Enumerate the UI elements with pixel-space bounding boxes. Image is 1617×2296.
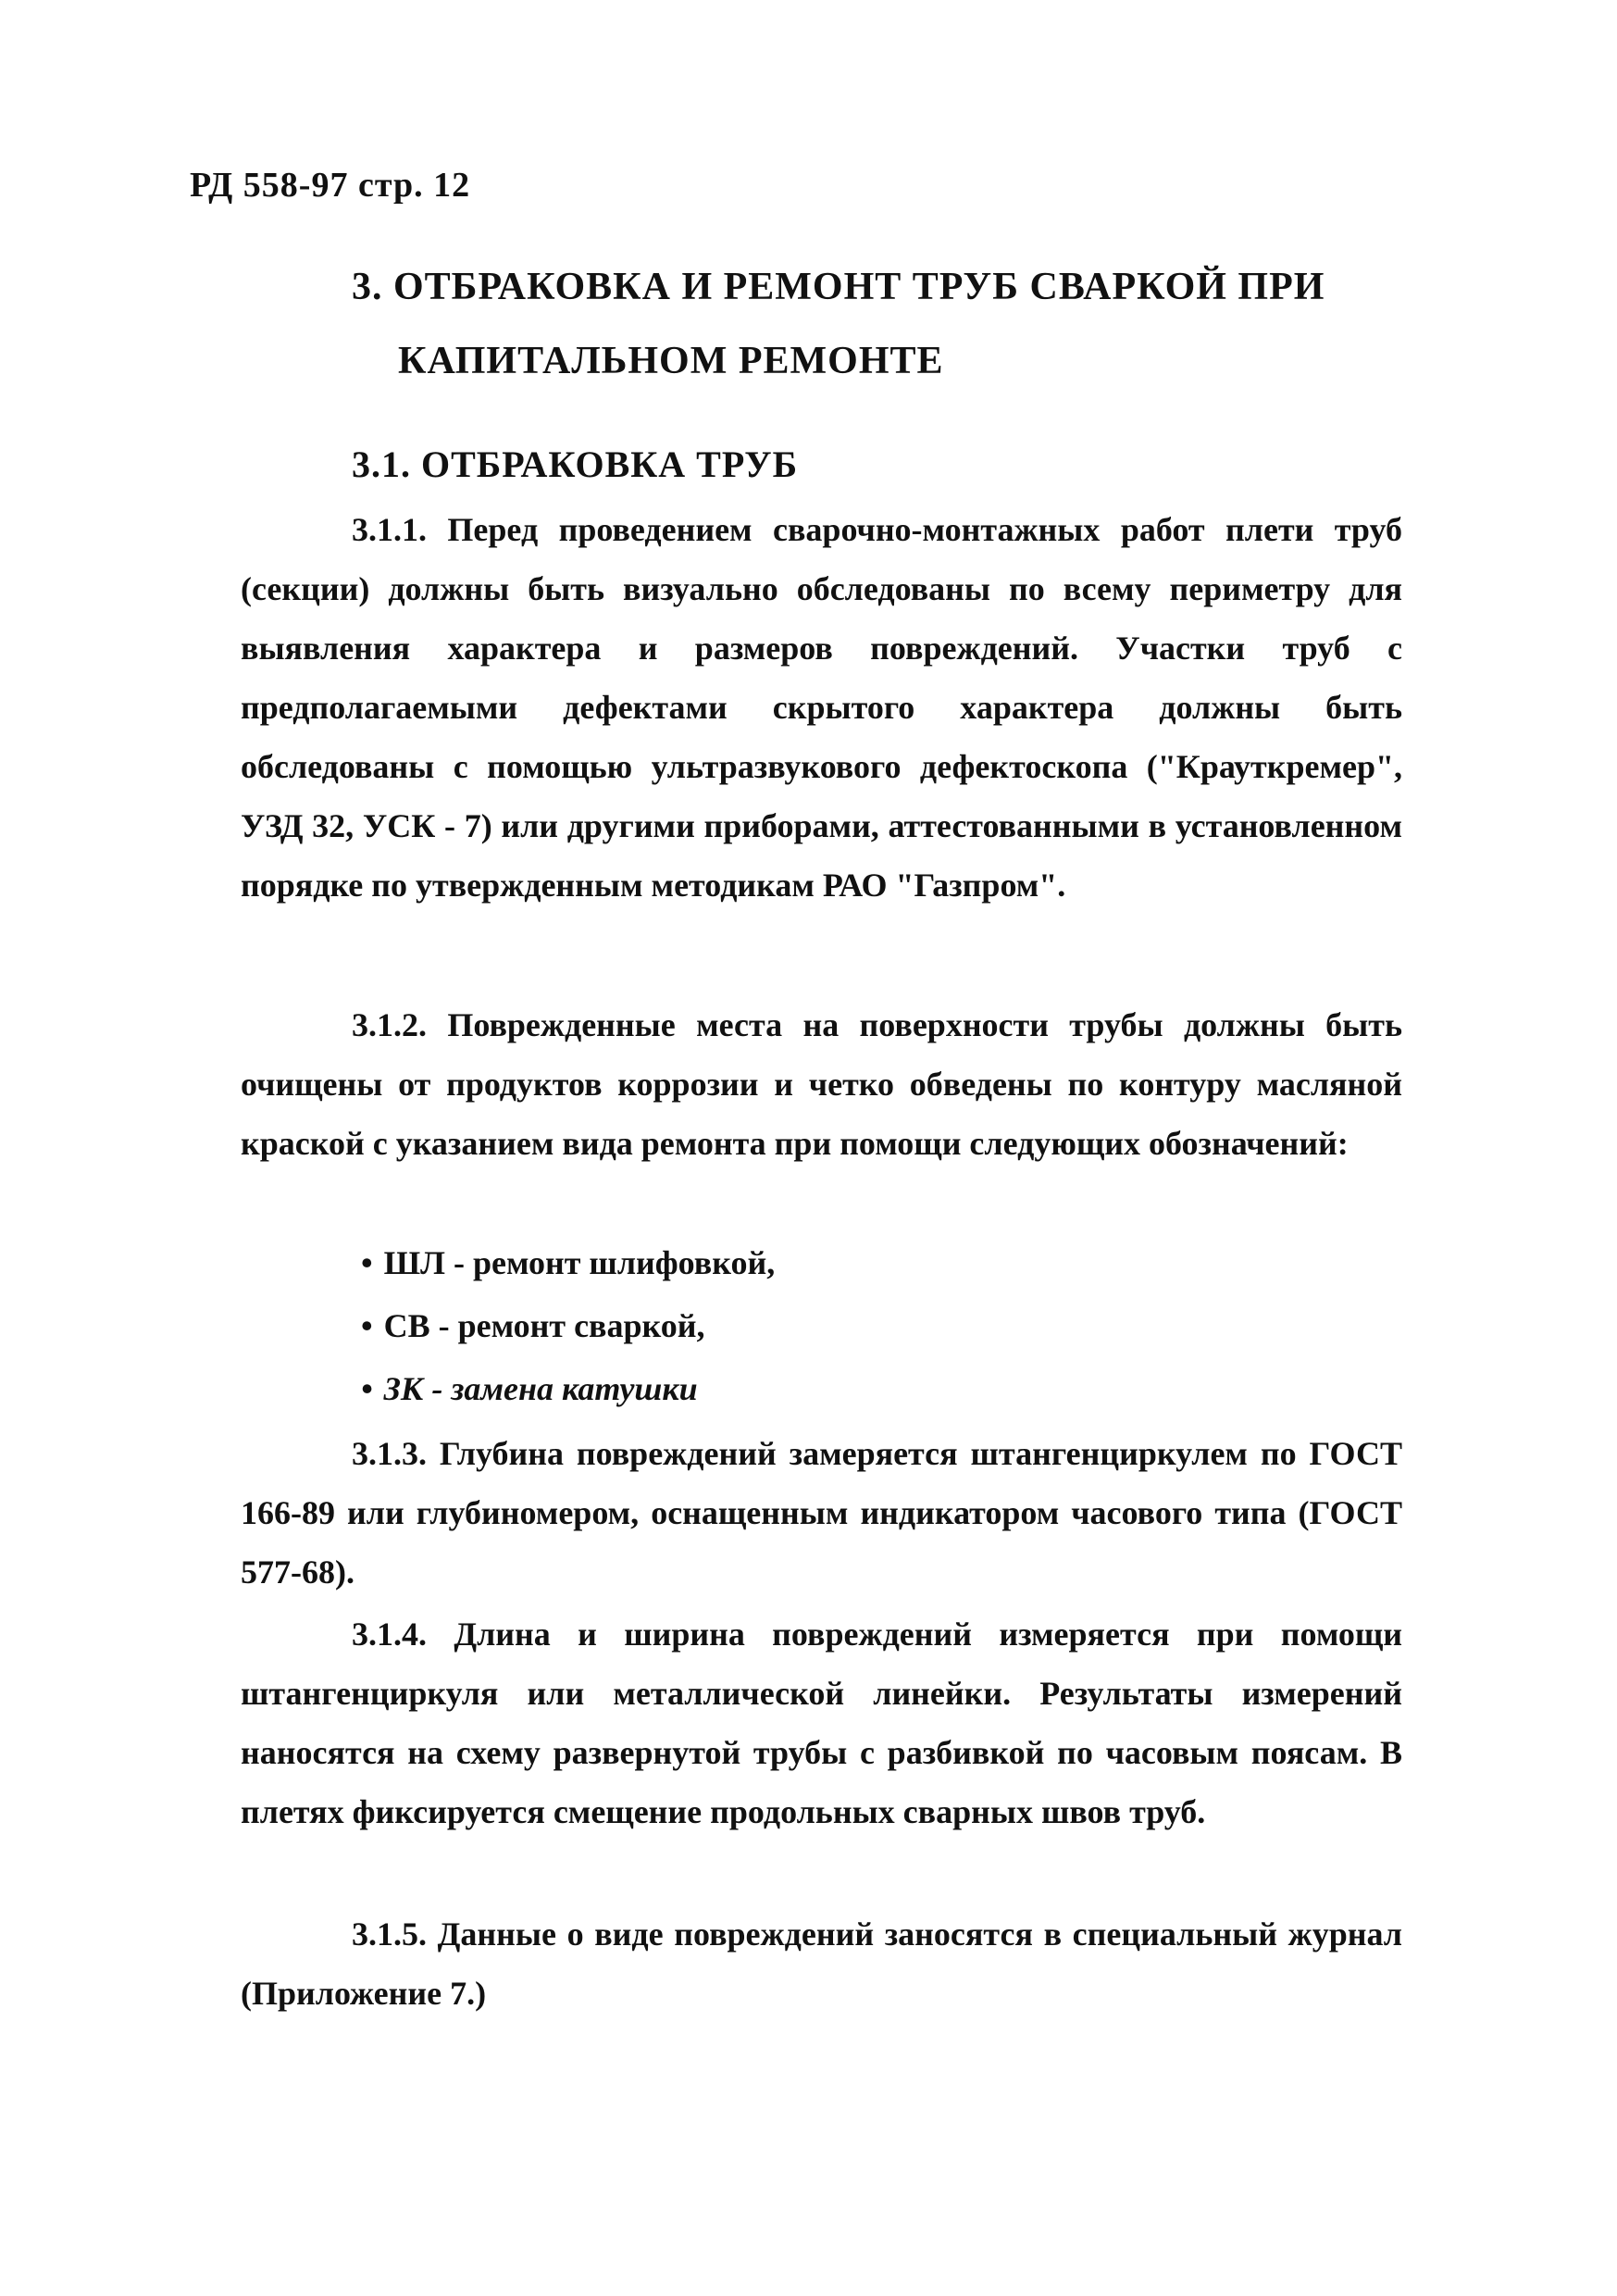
- section-title-line1: 3. ОТБРАКОВКА И РЕМОНТ ТРУБ СВАРКОЙ ПРИ: [352, 266, 1325, 308]
- section-title: [352, 250, 1416, 398]
- paragraph-text: 3.1.2. Поврежденные места на поверхности трубы должны быть очищены от продуктов коррозии и четко обведены по контуру масляной краской с указанием вида ремонта при помощи следующих обозначений:: [241, 1006, 1402, 1162]
- paragraph-text: 3.1.1. Перед проведением сварочно-монтажных работ плети труб (секции) должны быть визуально обследованы по всему периметру для выявления характера и размеров повреждений. Участки труб с предполагаемыми дефектами скрытого характера должны быть обследованы с помощью ультразвукового дефектоскопа ("Крауткремер", УЗД 32, УСК - 7) или другими приборами, аттестованными в установленном порядке по утвержденным методикам РАО "Газпром".: [241, 511, 1402, 904]
- paragraph-3-1-5: [241, 1904, 1402, 2023]
- section-title-line2: КАПИТАЛЬНОМ РЕМОНТЕ: [398, 340, 944, 382]
- paragraph-text: 3.1.3. Глубина повреждений замеряется штангенциркулем по ГОСТ 166-89 или глубиномером, оснащенным индикатором часового типа (ГОСТ 577-68).: [241, 1435, 1402, 1591]
- document-reference: РД 558-97 стр. 12: [190, 166, 471, 205]
- paragraph-3-1-2: [241, 995, 1402, 1173]
- paragraph-text: 3.1.5. Данные о виде повреждений заносятся в специальный журнал (Приложение 7.): [241, 1915, 1402, 2012]
- paragraph-3-1-1: [241, 500, 1402, 915]
- paragraph-3-1-3: [241, 1424, 1402, 1602]
- paragraph-text: 3.1.4. Длина и ширина повреждений измеряется при помощи штангенциркуля или металлической линейки. Результаты измерений наносятся на схему развернутой трубы с разбивкой по часовым поясам. В плетях фиксируется смещение продольных сварных швов труб.: [241, 1616, 1402, 1830]
- list-item: • СВ - ремонт сваркой,: [361, 1294, 775, 1357]
- list-item: • ШЛ - ремонт шлифовкой,: [361, 1231, 775, 1294]
- list-item: • ЗК - замена катушки: [361, 1357, 775, 1420]
- paragraph-3-1-4: [241, 1604, 1402, 1841]
- subsection-title: 3.1. ОТБРАКОВКА ТРУБ: [352, 443, 799, 485]
- designation-list: [361, 1231, 775, 1420]
